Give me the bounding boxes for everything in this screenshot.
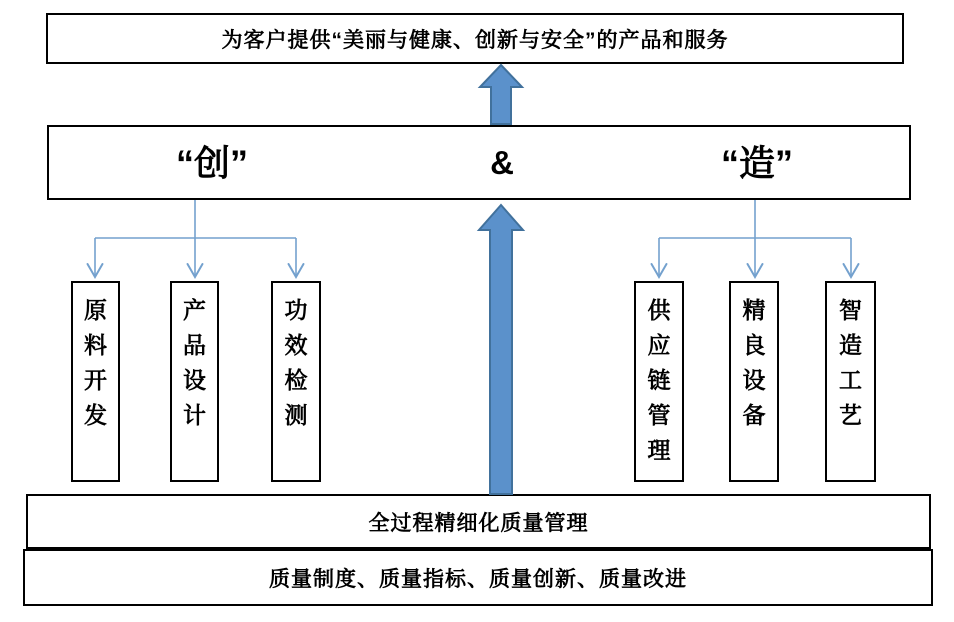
pillar-fine-equipment <box>729 281 779 482</box>
vision-text: 为客户提供“美丽与健康、创新与安全”的产品和服务 <box>221 28 729 52</box>
block-arrow-up-small-icon <box>480 65 522 124</box>
pillar-product-design-text: 产品设计 <box>183 297 206 428</box>
ampersand-label: & <box>490 143 514 181</box>
left-branch-connector <box>88 200 304 277</box>
chevron-down-arrow-icon <box>844 264 859 277</box>
chuang-zao-box <box>47 125 911 200</box>
pillar-smart-craft-text: 智造工艺 <box>839 297 862 428</box>
right-branch-connector <box>652 200 859 277</box>
pillar-product-design <box>170 281 219 482</box>
process-quality-box <box>26 494 931 549</box>
chevron-down-arrow-icon <box>652 264 667 277</box>
chevron-down-arrow-icon <box>748 264 763 277</box>
pillar-efficacy-testing <box>271 281 321 482</box>
vision-box <box>46 13 904 64</box>
pillar-raw-material-text: 原料开发 <box>84 297 107 428</box>
pillar-raw-material-development <box>71 281 120 482</box>
chevron-down-arrow-icon <box>289 264 304 277</box>
chevron-down-arrow-icon <box>188 264 203 277</box>
pillar-efficacy-testing-text: 功效检测 <box>284 297 308 428</box>
chevron-down-arrow-icon <box>88 264 103 277</box>
pillar-fine-equipment-text: 精良设备 <box>742 297 766 428</box>
pillar-smart-manufacturing-craft <box>825 281 876 482</box>
pillar-supply-chain-management <box>634 281 684 482</box>
chuang-label: “创” <box>175 141 249 183</box>
process-quality-text: 全过程精细化质量管理 <box>368 511 589 535</box>
quality-foundation-box <box>23 549 933 606</box>
quality-foundation-text: 质量制度、质量指标、质量创新、质量改进 <box>269 567 687 591</box>
zao-label: “造” <box>720 141 794 183</box>
block-arrow-up-large-icon <box>479 205 523 494</box>
pillar-supply-chain-text: 供应链管理 <box>647 297 671 463</box>
